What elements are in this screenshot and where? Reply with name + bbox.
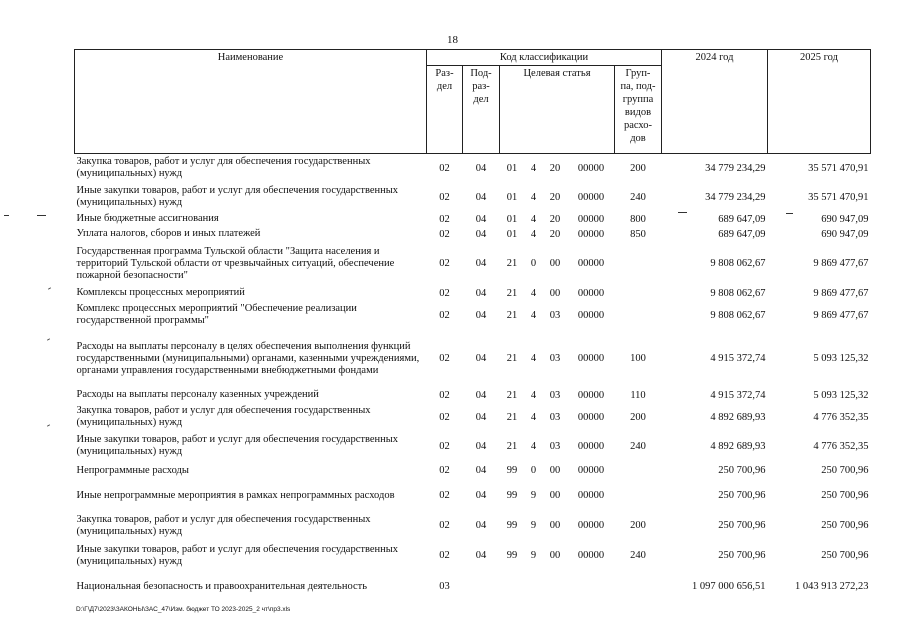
row-target-program: 99	[506, 465, 518, 476]
row-target-program: 01	[506, 191, 518, 203]
row-name: Непрограммные расходы	[76, 464, 189, 476]
table-row	[75, 227, 871, 242]
row-target-subprogram: 20	[549, 213, 561, 225]
row-amount-2025: 5 093 125,32	[813, 389, 869, 401]
row-target-program: 99	[506, 520, 518, 531]
row-section: 02	[439, 162, 450, 174]
row-section: 02	[439, 258, 450, 269]
row-name: Национальная безопасность и правоохранительная деятельность	[76, 580, 368, 592]
row-target-subprogram	[543, 571, 568, 603]
row-expense-group	[615, 301, 662, 330]
row-section: 02	[439, 440, 450, 452]
scan-mark	[786, 213, 793, 214]
table-row	[75, 403, 871, 432]
row-expense-group: 200	[630, 411, 646, 423]
table-row	[75, 183, 871, 212]
table-row	[75, 481, 871, 511]
row-subsection	[463, 571, 500, 603]
row-target-subprogram: 03	[549, 440, 561, 452]
row-name: Иные закупки товаров, работ и услуг для обеспечения государственных (муниципальных) нужд	[76, 543, 399, 567]
row-target-direction: 00000	[577, 465, 605, 476]
row-subsection: 04	[475, 287, 487, 299]
header-group: Груп- па, под- группа видов расхо- дов	[615, 66, 662, 154]
row-target-program: 21	[506, 353, 518, 364]
row-target-direction: 00000	[577, 213, 605, 225]
header-classification: Код классификации	[427, 50, 662, 66]
row-amount-2024: 9 808 062,67	[710, 309, 766, 321]
row-name: Иные закупки товаров, работ и услуг для обеспечения государственных (муниципальных) нужд	[76, 185, 399, 208]
row-amount-2025: 250 700,96	[821, 520, 869, 531]
row-target-subprogram: 20	[549, 228, 561, 240]
table-body	[75, 154, 871, 603]
row-target-type: 4	[530, 389, 537, 401]
row-name: Иные непрограммные мероприятия в рамках непрограммных расходов	[76, 489, 395, 501]
row-name: Иные закупки товаров, работ и услуг для обеспечения государственных (муниципальных) нужд	[76, 434, 399, 457]
row-expense-group: 200	[630, 520, 646, 531]
table-row	[75, 388, 871, 403]
header-section: Раз- дел	[427, 66, 463, 154]
row-amount-2024: 9 808 062,67	[710, 287, 766, 299]
row-name: Комплекс процессных мероприятий "Обеспечение реализации государственной программы"	[76, 303, 357, 326]
row-target-subprogram: 20	[549, 191, 561, 203]
row-target-program: 21	[506, 309, 518, 321]
row-section: 02	[439, 213, 450, 225]
row-target-direction: 00000	[577, 258, 605, 269]
row-subsection: 04	[475, 440, 487, 452]
row-amount-2024: 34 779 234,29	[705, 162, 766, 174]
row-amount-2024: 4 892 689,93	[710, 411, 766, 423]
row-target-direction: 00000	[577, 520, 605, 531]
row-expense-group: 800	[630, 213, 646, 225]
row-expense-group	[615, 242, 662, 286]
row-amount-2024: 250 700,96	[718, 465, 766, 476]
row-target-subprogram: 03	[549, 411, 561, 423]
row-subsection: 04	[475, 411, 487, 423]
row-subsection: 04	[475, 550, 487, 561]
row-amount-2025: 250 700,96	[821, 490, 869, 501]
row-section: 02	[439, 191, 450, 203]
row-target-subprogram: 00	[549, 490, 561, 501]
row-amount-2024: 689 647,09	[718, 213, 766, 225]
row-target-type	[525, 571, 543, 603]
row-target-program: 99	[506, 490, 518, 501]
row-target-direction: 00000	[577, 389, 605, 401]
row-target-direction: 00000	[577, 490, 605, 501]
row-expense-group: 240	[630, 191, 646, 203]
row-subsection: 04	[475, 258, 487, 269]
row-target-direction: 00000	[577, 550, 605, 561]
header-2024: 2024 год	[662, 50, 768, 154]
row-amount-2024: 34 779 234,29	[705, 191, 766, 203]
row-amount-2025: 4 776 352,35	[813, 411, 869, 423]
row-expense-group	[615, 571, 662, 603]
row-amount-2024: 250 700,96	[718, 550, 766, 561]
row-subsection: 04	[475, 213, 487, 225]
row-target-type: 4	[530, 287, 537, 299]
row-section: 02	[439, 465, 450, 476]
row-target-program: 21	[506, 287, 518, 299]
row-target-direction: 00000	[577, 191, 605, 203]
row-amount-2024: 689 647,09	[718, 228, 766, 240]
scan-mark	[4, 215, 9, 216]
row-name: Расходы на выплаты персоналу казенных учреждений	[76, 389, 319, 400]
row-subsection: 04	[475, 465, 487, 476]
row-target-direction	[568, 571, 615, 603]
row-target-subprogram: 00	[549, 550, 561, 561]
row-section: 02	[439, 490, 450, 501]
row-target-subprogram: 00	[549, 465, 561, 476]
row-target-subprogram: 00	[549, 287, 561, 299]
row-amount-2025: 250 700,96	[821, 550, 869, 561]
row-expense-group: 240	[630, 440, 646, 452]
row-target-type: 4	[530, 353, 537, 364]
row-subsection: 04	[475, 162, 487, 174]
row-target-type: 0	[530, 465, 537, 476]
row-expense-group	[615, 481, 662, 511]
header-2025: 2025 год	[768, 50, 871, 154]
row-target-type: 4	[530, 309, 537, 321]
row-amount-2025: 35 571 470,91	[808, 191, 869, 203]
scan-mark	[47, 424, 50, 426]
row-amount-2025: 9 869 477,67	[813, 309, 869, 321]
row-target-type: 4	[530, 191, 537, 203]
row-target-type: 4	[530, 228, 537, 240]
row-expense-group: 240	[630, 550, 646, 561]
row-amount-2024: 9 808 062,67	[710, 258, 766, 269]
row-section: 02	[439, 309, 450, 321]
row-target-program: 01	[506, 213, 518, 225]
row-target-direction: 00000	[577, 440, 605, 452]
row-section: 02	[439, 520, 450, 531]
row-target-program: 01	[506, 228, 518, 240]
table-row	[75, 541, 871, 571]
row-section: 02	[439, 287, 450, 299]
row-section: 02	[439, 411, 450, 423]
row-expense-group: 850	[630, 228, 646, 240]
header-target-article: Целевая статья	[500, 66, 615, 154]
row-section: 03	[439, 581, 450, 592]
row-subsection: 04	[475, 228, 487, 240]
row-target-type: 4	[530, 411, 537, 423]
row-name: Государственная программа Тульской области "Защита населения и территорий Тульской области от чрезвычайных ситуаций, обеспечение пожарной безопасности"	[76, 245, 395, 281]
row-target-type: 0	[530, 258, 537, 269]
row-subsection: 04	[475, 490, 487, 501]
row-expense-group	[615, 461, 662, 481]
row-name: Закупка товаров, работ и услуг для обеспечения государственных (муниципальных) нужд	[76, 156, 371, 180]
row-amount-2025: 1 043 913 272,23	[795, 581, 869, 592]
table-row	[75, 511, 871, 541]
row-expense-group: 100	[630, 353, 646, 364]
row-expense-group: 110	[630, 389, 646, 401]
row-target-program: 21	[506, 440, 518, 452]
row-subsection: 04	[475, 389, 487, 401]
row-amount-2025: 5 093 125,32	[813, 353, 869, 364]
row-target-subprogram: 03	[549, 389, 561, 401]
table-row	[75, 571, 871, 603]
row-subsection: 04	[475, 309, 487, 321]
row-name: Комплексы процессных мероприятий	[76, 287, 245, 298]
row-target-program	[500, 571, 525, 603]
row-target-direction: 00000	[577, 353, 605, 364]
row-section: 02	[439, 550, 450, 561]
row-name: Иные бюджетные ассигнования	[76, 213, 219, 224]
row-section: 02	[439, 228, 450, 240]
row-amount-2025: 9 869 477,67	[813, 258, 869, 269]
row-section: 02	[439, 353, 450, 364]
row-subsection: 04	[475, 353, 487, 364]
row-target-subprogram: 00	[549, 520, 561, 531]
row-target-program: 99	[506, 550, 518, 561]
row-target-program: 01	[506, 162, 518, 174]
row-target-type: 4	[530, 213, 537, 225]
row-target-type: 9	[530, 520, 537, 531]
row-target-subprogram: 03	[549, 309, 561, 321]
row-target-type: 4	[530, 162, 537, 174]
table-row	[75, 286, 871, 301]
row-amount-2024: 4 915 372,74	[710, 353, 766, 364]
row-subsection: 04	[475, 520, 487, 531]
row-amount-2025: 690 947,09	[821, 213, 869, 225]
scan-mark	[47, 338, 50, 340]
row-amount-2025: 4 776 352,35	[813, 440, 869, 452]
row-amount-2024: 4 892 689,93	[710, 440, 766, 452]
row-amount-2024: 4 915 372,74	[710, 389, 766, 401]
row-target-subprogram: 03	[549, 353, 561, 364]
header-subsection: Под- раз- дел	[463, 66, 500, 154]
table-row	[75, 301, 871, 330]
row-amount-2025: 250 700,96	[821, 465, 869, 476]
row-target-type: 4	[530, 440, 537, 452]
table-row	[75, 432, 871, 461]
scan-mark	[678, 212, 687, 213]
row-target-direction: 00000	[577, 309, 605, 321]
row-name: Уплата налогов, сборов и иных платежей	[76, 228, 261, 239]
file-path: D:\Г\Д7\2023\ЗАКОНЫ\ЗАС_47\Изм. бюджет ТО 2023-2025_2 чт\пр3.xls	[76, 606, 291, 613]
row-target-direction: 00000	[577, 411, 605, 423]
header-name: Наименование	[75, 50, 427, 154]
table-row	[75, 154, 871, 183]
row-target-direction: 00000	[577, 228, 605, 240]
row-amount-2025: 690 947,09	[821, 228, 869, 240]
row-target-program: 21	[506, 411, 518, 423]
row-amount-2024: 250 700,96	[718, 520, 766, 531]
row-target-direction: 00000	[577, 162, 605, 174]
row-target-subprogram: 20	[549, 162, 561, 174]
table-row	[75, 330, 871, 388]
row-target-subprogram: 00	[549, 258, 561, 269]
row-target-type: 9	[530, 490, 537, 501]
row-target-type: 9	[530, 550, 537, 561]
table-row	[75, 212, 871, 227]
scan-mark	[37, 215, 46, 216]
row-target-program: 21	[506, 389, 518, 401]
row-amount-2025: 9 869 477,67	[813, 287, 869, 299]
row-expense-group: 200	[630, 162, 646, 174]
table-header	[75, 50, 871, 154]
table-row	[75, 242, 871, 286]
scan-mark	[48, 287, 51, 289]
budget-table	[74, 49, 871, 603]
table-row	[75, 461, 871, 481]
row-name: Расходы на выплаты персоналу в целях обеспечения выполнения функций государственными (муниципальными) органами, казенными учреждениями, органами управления государственными внебюджетными фондами	[76, 340, 420, 376]
row-target-direction: 00000	[577, 287, 605, 299]
row-subsection: 04	[475, 191, 487, 203]
row-name: Закупка товаров, работ и услуг для обеспечения государственных (муниципальных) нужд	[76, 405, 371, 428]
row-amount-2024: 250 700,96	[718, 490, 766, 501]
row-amount-2024: 1 097 000 656,51	[692, 581, 766, 592]
page-number: 18	[447, 34, 458, 46]
row-section: 02	[439, 389, 450, 401]
row-expense-group	[615, 286, 662, 301]
row-name: Закупка товаров, работ и услуг для обеспечения государственных (муниципальных) нужд	[76, 513, 371, 537]
row-amount-2025: 35 571 470,91	[808, 162, 869, 174]
row-target-program: 21	[506, 258, 518, 269]
